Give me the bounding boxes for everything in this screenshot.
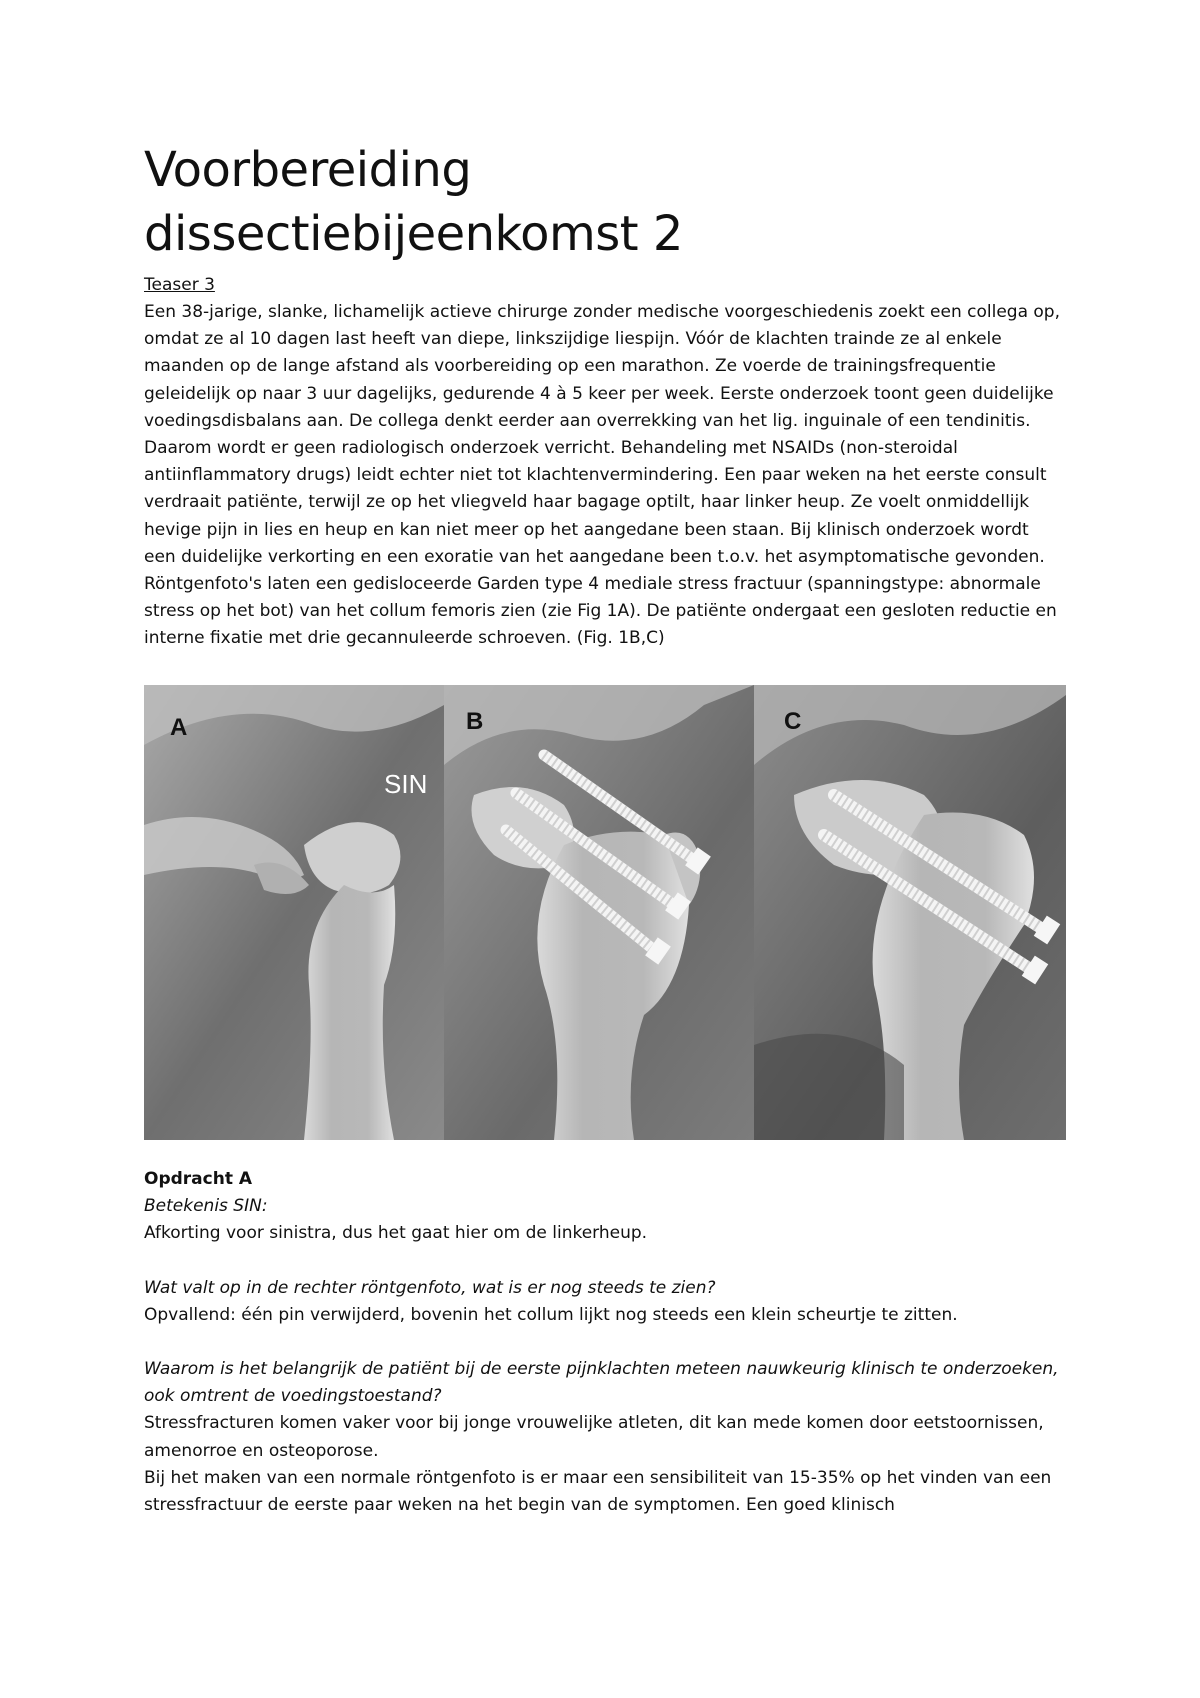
document-body	[144, 138, 1064, 653]
title-line-2: dissectiebijeenkomst 2	[144, 206, 683, 262]
answer-3-part-2: Bij het maken van een normale röntgenfoto is er maar een sensibiliteit van 15-35% op het vinden van een stressfractuur de eerste paar weken na het begin van de symptomen. Een goed klinisch	[144, 1467, 1052, 1516]
xray-figure-svg	[144, 685, 1066, 1140]
answer-1: Afkorting voor sinistra, dus het gaat hier om de linkerheup.	[144, 1223, 648, 1244]
xray-panel-a	[144, 685, 444, 1140]
xray-figure	[144, 685, 1066, 1140]
spacer	[144, 1329, 1064, 1356]
panel-a-label: A	[170, 714, 188, 741]
question-2: Wat valt op in de rechter röntgenfoto, wat is er nog steeds te zien?	[144, 1277, 716, 1298]
question-1: Betekenis SIN:	[144, 1196, 268, 1217]
question-3: Waarom is het belangrijk de patiënt bij de eerste pijnklachten meteen nauwkeurig klinisch te onderzoeken, ook omtrent de voedingstoestand?	[144, 1359, 1059, 1407]
opdracht-heading: Opdracht A	[144, 1169, 253, 1189]
document-title	[144, 138, 1064, 266]
spacer	[144, 1248, 1064, 1275]
xray-panel-b	[444, 685, 754, 1140]
teaser-paragraph: Een 38-jarige, slanke, lichamelijk actieve chirurge zonder medische voorgeschiedenis zoekt een collega op, omdat ze al 10 dagen last heeft van diepe, linkszijdige liespijn. Vóór de klachten trainde ze al enkele maanden op de lange afstand als voorbereiding op een marathon. Ze voerde de trainingsfrequentie geleidelijk op naar 3 uur dagelijks, gedurende 4 à 5 keer per week. Eerste onderzoek toont geen duidelijke voedingsdisbalans aan. De collega denkt eerder aan overrekking van het lig. inguinale of een tendinitis. Daarom wordt er geen radiologisch onderzoek verricht. Behandeling met NSAIDs (non-steroidal antiinflammatory drugs) leidt echter niet tot klachtenvermindering. Een paar weken na het eerste consult verdraait patiënte, terwijl ze op het vliegveld haar bagage optilt, haar linker heup. Ze voelt onmiddellijk hevige pijn in lies en heup en kan niet meer op het aangedane been staan. Bij klinisch onderzoek wordt een duidelijke verkorting en een exoratie van het aangedane been t.o.v. het asymptomatische gevonden. Röntgenfoto's laten een gedisloceerde Garden type 4 mediale stress fractuur (spanningstype: abnormale stress op het bot) van het collum femoris zien (zie Fig 1A). De patiënte ondergaat een gesloten reductie en interne fixatie met drie gecannuleerde schroeven. (Fig. 1B,C)	[144, 302, 1060, 649]
panel-a-sin-marker: SIN	[384, 769, 428, 799]
teaser-label: Teaser 3	[144, 275, 215, 295]
answer-2: Opvallend: één pin verwijderd, bovenin het collum lijkt nog steeds een klein scheurtje te zitten.	[144, 1304, 958, 1325]
panel-c-label: C	[784, 708, 802, 735]
panel-b-label: B	[466, 708, 484, 735]
answer-3-part-1: Stressfracturen komen vaker voor bij jonge vrouwelijke atleten, dit kan mede komen door eetstoornissen, amenorroe en osteoporose.	[144, 1413, 1044, 1461]
opdracht-section	[144, 1166, 1064, 1519]
title-line-1: Voorbereiding	[144, 142, 472, 198]
